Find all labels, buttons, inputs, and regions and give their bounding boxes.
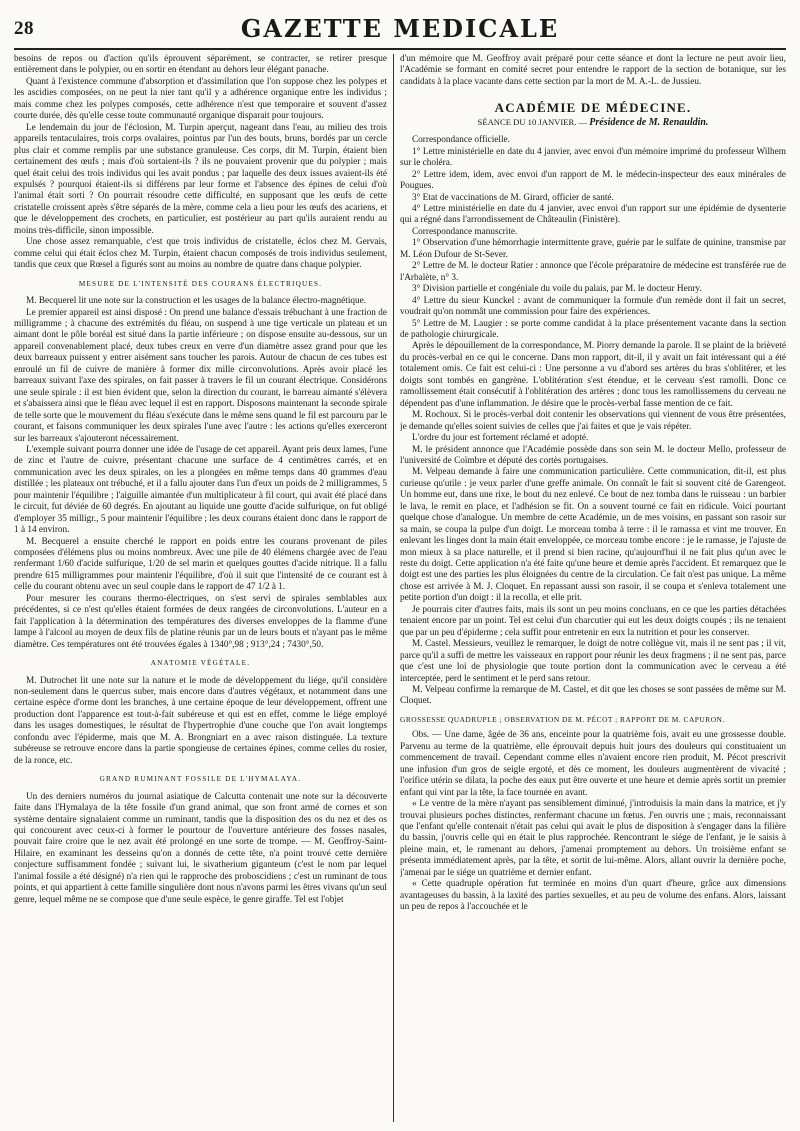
paragraph: Après le dépouillement de la correspondance, M. Piorry demande la parole. Il se plaint de la brièveté du procès-verbal en ce qui le concerne. Dans mon rapport, dit-il, il y avait un fait intéressant qui a été totalement omis. Ce fait est celui-ci : Une personne a vu d'abord ses artères du bras s'oblitérer, et les doigts sont tombés en gangrène. L'oblitération s'est étendue, et le cerveau s'est ramolli. Donc ce ramollissement était consécutif à l'oblitération des artères ; donc tous les ramollissemens du cerveau ne dépendent pas d'une inflammation. Je désire que le procès-verbal fasse mention de ce fait.: [400, 341, 786, 409]
paragraph: M. Becquerel lit une note sur la construction et les usages de la balance électro-magnétique.: [26, 296, 367, 307]
column-divider: [393, 54, 394, 1122]
section-heading: MESURE DE L'INTENSITÉ DES COURANS ÉLECTRIQUES.: [78, 279, 323, 288]
correspondence-item: 2° Lettre idem, idem, avec envoi d'un rapport de M. le médecin-inspecteur des eaux minérales de Pougues.: [400, 169, 786, 192]
page-header: [14, 14, 786, 50]
session-president: Présidence de M. Renauldin.: [589, 116, 709, 128]
section-heading: GRAND RUMINANT FOSSILE DE L'HYMALAYA.: [99, 775, 302, 784]
correspondence-item: Correspondance manuscrite.: [412, 226, 518, 237]
paragraph: M. Becquerel a ensuite cherché le rapport en poids entre les courans provenant de piles composées d'élémens plus ou moins nombreux. Avec une pile de 40 élémens chargée avec de l'eau renfermant 1/60 d'acide sulfurique, 1/20 de sel marin et quelques gouttes d'acide nitrique. Il a fallu prendre 615 milligrammes pour maintenir l'équilibre, d'où il suit que l'intensité de ce courant est à celle du courant obtenu avec un seul couple dans le rapport de 47 1/2 à 1.: [14, 536, 387, 593]
left-column: [14, 54, 387, 1122]
section-heading: ANATOMIE VÉGÉTALE.: [150, 659, 251, 668]
page-number: 28: [14, 18, 34, 39]
session-date: SÉANCE DU 10 JANVIER. —: [477, 116, 590, 127]
right-column: [400, 54, 786, 1122]
correspondence-item: 4° Lettre du sieur Kunckel : avant de communiquer la formule d'un remède dont il fait un secret, voudrait qu'on nommât une commission pour faire des expériences.: [400, 295, 786, 318]
correspondence-item: 4° Lettre ministérielle en date du 4 janvier, avec envoi d'un rapport sur une épidémie de dysenterie qui a régné dans l'arrondissement de Châteaulin (Finistère).: [400, 203, 786, 226]
correspondence-item: 1° Observation d'une hémorrhagie intermittente grave, guérie par le sulfate de quinine, transmise par M. Léon Dufour de St-Sever.: [400, 238, 786, 260]
correspondence-item: Correspondance officielle.: [412, 135, 510, 146]
report-heading: GROSSESSE QUADRUPLE ; OBSERVATION DE M. PÉCOT ; RAPPORT DE M. CAPURON.: [400, 714, 725, 724]
paragraph: « Cette quadruple opération fut terminée en moins d'un quart d'heure, grâce aux dimensions avantageuses du bassin, à la laxité des parties sexuelles, et au peu de volume des enfans. Alors, laissant un peu de repos à l'accouchée et le: [400, 879, 786, 913]
paragraph: « Le ventre de la mère n'ayant pas sensiblement diminué, j'introduisis la main dans la matrice, et j'y trouvai plusieurs poches distinctes, renfermant chacune un fœtus. J'en ouvris une ; mais, reconnaissant que l'enfant qu'elle contenait n'était pas celui qui avait le plus de disposition à s'engager dans la filière du bassin, j'ouvris celle qui en était le plus rapprochée. Rencontrant le siége de l'enfant, je le saisis à pleine main, et, le ramenant au dehors, j'amenai promptement au dehors. Un troisième enfant se présenta immédiatement après, par la tête, et sortit de lui-même. Alors, allant ouvrir la dernière poche, j'amenai par le siége un quatrième et dernier enfant.: [400, 799, 786, 878]
paragraph: besoins de repos ou d'action qu'ils éprouvent séparément, se contracter, se retirer presque entièrement dans le polypier, ou en sortir en étendant au dehors leur élégant panache.: [14, 54, 387, 76]
paragraph: Obs. — Une dame, âgée de 36 ans, enceinte pour la quatrième fois, avait eu une grossesse double. Parvenu au terme de la quatrième, elle éprouvait depuis huit jours des douleurs qui constituaient un commencement de travail. Cependant comme elles n'avaient encore rien produit, M. Pécot prescrivit une infusion d'un gros de seigle ergoté, et dès ce moment, les douleurs augmentèrent de vivacité ; l'orifice utérin se dilata, la poche des eaux put être ouverte et une heure et demie après sortit un premier enfant qui vint par la tête, la face tournée en avant.: [400, 730, 786, 798]
paragraph: M. Rochoux. Si le procès-verbal doit contenir les observations qui viennent de vous être présentées, je demande qu'elles soient suivies de celles que j'ai faites et que je vais répéter.: [400, 410, 786, 432]
paragraph: Pour mesurer les courans thermo-électriques, on s'est servi de spirales semblables aux précédentes, si ce n'est qu'elles étaient formées de deux rangées de circonvolutions. L'auteur en a fait l'application à la détermination des températures des diverses enveloppes de la flamme d'une lampe à l'alcool au moyen de deux fils de platine réunis par un de leurs bouts et n'ayant pas le même diamètre. Ces températures ont été trouvées égales à 1340°,98 ; 913°,24 ; 7430°,50.: [14, 593, 387, 650]
paragraph: M. Dutrochet lit une note sur la nature et le mode de développement du liége, qu'il considère non-seulement dans le quercus suber, mais encore dans d'autres végétaux, et notamment dans une certaine espèce d'orme dont les branches, à une certaine époque de leur développement, offrent une production dont l'apparence est tout-à-fait subéreuse et qui est en effet, comme le liége employé dans les usages domestiques, le résultat de l'hypertrophie d'une couche que l'on avait longtemps confondu avec l'épiderme, mais que M. A. Brongniart en a avec raison distinguée. La texture subéreuse se retrouve encore dans la partie spongieuse de certaines épines, comme celles du rosier, de la ronce, etc.: [14, 675, 387, 766]
paragraph: Un des derniers numéros du journal asiatique de Calcutta contenait une note sur la découverte faite dans l'Hymalaya de la tête fossile d'un grand animal, que son front armé de cornes et son système dentaire signalaient comme un ruminant, tandis que la disposition des os du nez et des os qui concourent avec ceux-ci à former le pourtour de l'ouverture antérieure des fosses nasales, pouvait faire croire que le nez avait été prolongé en une sorte de trompe. — M. Geoffroy-Saint-Hilaire, en examinant les desseins qu'on a donnés de cette tête, n'a point trouvé cette dernière conjecture suffisamment fondée ; suivant lui, le sivatherium giganteum (c'est le nom par lequel l'animal fossile a été désigné) n'a rien qui le rapproche des proboscidiens ; c'est un ruminant de tous points, et qui appartient à cette famille singulière dont nous n'avons parmi les êtres vivans qu'un seul genre, lequel même ne se compose que d'une seule espèce, le genre giraffe. Tel est l'objet: [14, 791, 387, 905]
paragraph: M. Velpeau demande à faire une communication particulière. Cette communication, dit-il, est plus curieuse qu'utile : je veux parler d'une greffe animale. On connaît le fait si souvent cité de Garengeot. Un homme eut, dans une rixe, le bout du nez enlevé. Ce bout de nez tomba dans le ruisseau : un barbier le lava, le remit en place, et l'adhésion se fit. On a souvent tourné ce fait en ridicule. Voici pourtant quelque chose d'analogue. Un membre de cette Académie, un de mes voisins, en passant son rasoir sur sa main, se coupa la pulpe d'un doigt. Le morceau tomba à terre : il le ramassa et vint me trouver. En enlevant les linges dont la main était enveloppée, ce morceau tombe encore : je le ramasse, je l'ajuste de mon mieux à sa place naturelle, et il prend si bien racine, qu'aujourd'hui il ne fait plus qu'un avec le reste du doigt. Cette application n'a été faite qu'une heure et demie après l'accident. Et remarquez que le doigt est une des parties les plus éloignées du centre de la circulation. Ce fait n'est pas unique. La même chose est arrivée à M. J. Cloquet. En repassant aussi son rasoir, il se coupa et s'enleva totalement une petite portion d'un doigt : il la recolla, et elle prit.: [400, 467, 786, 604]
paragraph: M. le président annonce que l'Académie possède dans son sein M. le docteur Mello, professeur de l'université de Coïmbre et député des cortès portugaises.: [400, 444, 786, 466]
paragraph: Je pourrais citer d'autres faits, mais ils sont un peu moins concluans, en ce que les parties détachées tenaient encore par un point. Tel est celui d'un charcutier qui eut les deux doigts coupés ; ils ne tenaient que par un peu d'épiderme ; cela suffit pour entretenir en eux la nutrition et pour les conserver.: [400, 604, 786, 638]
paragraph: M. Castel. Messieurs, veuillez le remarquer, le doigt de notre collègue vit, mais il ne sent pas ; il vit, parce qu'il a suffi de mettre les vaisseaux en rapport pour réunir les deux fragmens ; il ne sent pas, parce que c'est une loi de physiologie que toute portion dont la communication avec le cerveau a été interceptée, perd le sentiment et le perd sans retour.: [400, 639, 786, 684]
paragraph: Quant à l'existence commune d'absorption et d'assimilation que l'on suppose chez les polypes et les ascidies composées, on ne peut la nier tant qu'il y a adhérence organique entre les individus ; mais comme chez les polypes composés, cette adhérence n'est que temporaire et souvent d'assez courte durée, dès qu'elle cesse toute communauté organique disparait pour toujours.: [14, 76, 387, 122]
paragraph: Une chose assez remarquable, c'est que trois individus de cristatelle, éclos chez M. Gervais, comme celui qui était éclos chez M. Turpin, étaient chacun composés de trois individus seulement, tandis que ceux que Rœsel a figurés sont au moins au nombre de quatre dans chaque polypier.: [14, 237, 387, 271]
correspondence-item: 2° Lettre de M. le docteur Ratier : annonce que l'école préparatoire de médecine est transférée rue de l'Arbalète, n° 3.: [400, 261, 786, 283]
paragraph: L'exemple suivant pourra donner une idée de l'usage de cet appareil. Ayant pris deux lames, l'une de zinc et l'autre de cuivre, présentant chacune une surface de 4 centimètres carrés, et en communication avec les deux spirales, on les a plongées en même temps dans 40 grammes d'eau distillée ; les plateaux ont trébuché, et il a fallu ajouter dans l'un d'eux un poids de 2 milligrammes, 5 pour maintenir l'équilibre ; l'aiguille aimantée d'un multiplicateur à fil court, qui avait été placé dans le circuit, fut déviée de 60 degrés. En ajoutant au liquide une goutte d'acide sulfurique, on fut obligé d'employer 35 milligr., 5 pour maintenir l'équilibre ; les deux courans étaient donc dans le rapport de 1 à 14 environ.: [14, 444, 387, 536]
paragraph: Le premier appareil est ainsi disposé : On prend une balance d'essais trébuchant à une fraction de milligramme ; à chacune des extrémités du fléau, on suspend à une tige verticale un plateau et un aimant dont le pôle boréal est situé dans la partie inférieure ; on dispose ensuite au-dessous, sur un appareil convenablement placé, deux tubes creux en verre d'un diamètre assez grand pour que les deux barreaux puissent y entrer aisément sans toucher les parois. Autour de chacun de ces tubes est enroulé un fil de cuivre de manière à former dix mille circonvolutions. Après avoir placé les barreaux suivant l'axe des spirales, on fait passer à travers le fil un courant électrique. Considérons une seule spirale : il est bien évident que, selon la direction du courant, le barreau aimanté s'élèvera et s'abaissera ainsi que le fléau avec lequel il est en rapport. Disposons maintenant la seconde spirale de telle sorte que le mouvement du fléau s'exécute dans le même sens quand le fil est parcouru par le courant, et faisons communiquer les deux spirales l'une avec l'autre : les actions qu'elles exerceront sur les barreaux s'ajouteront nécessairement.: [14, 307, 387, 444]
session-line: [400, 117, 786, 128]
paragraph: Le lendemain du jour de l'éclosion, M. Turpin aperçut, nageant dans l'eau, au milieu des trois appareils tentaculaires, trois corps ovalaires, pointus par l'un des bouts, bruns, bordés par un cercle plus clair et comme remplis par une substance granuleuse. Ces corps, dit M. Turpin, étaient bien certainement des œufs ; mais d'où sortaient-ils ? ils ne pouvaient provenir que du polypier ; mais quel était celui des trois individus qui les avait pondus ; par laquelle des deux issues avaient-ils été expulsés ? pourquoi étaient-ils si différens par leur forme et l'absence des épines de celui d'où l'animal était sorti ? On pourrait résoudre cette difficulté, en supposant que les œufs de cette cristatelle croissent après s'être séparés de la mère, comme cela a lieu pour les œufs des acariens, et que le développement des crochets, en particulier, est postérieur au part qu'ils auraient rendu au moins très-difficile, sinon impossible.: [14, 122, 387, 236]
correspondence-item: 3° Etat de vaccinations de M. Girard, officier de santé.: [412, 192, 614, 203]
correspondence-item: 1° Lettre ministérielle en date du 4 janvier, avec envoi d'un mémoire imprimé du professeur Wilhem sur le choléra.: [400, 146, 786, 169]
paragraph: d'un mémoire que M. Geoffroy avait préparé pour cette séance et dont la lecture ne peut avoir lieu, l'Académie se formant en comité secret pour entendre le rapport de la section de botanique, sur les candidats à la place vacante dans cette section par la mort de M. A.-L. de Jussieu.: [400, 54, 786, 87]
paragraph: M. Velpeau confirme la remarque de M. Castel, et dit que les choses se sont passées de même sur M. Cloquet.: [400, 685, 786, 707]
section-title: ACADÉMIE DE MÉDECINE.: [494, 100, 692, 116]
paragraph: L'ordre du jour est fortement réclamé et adopté.: [412, 433, 589, 444]
correspondence-item: 3° Division partielle et congéniale du voile du palais, par M. le docteur Henry.: [412, 284, 702, 295]
correspondence-item: 5° Lettre de M. Laugier : se porte comme candidat à la place présentement vacante dans la section de pathologie chirurgicale.: [400, 318, 786, 340]
journal-title: GAZETTE MEDICALE: [240, 14, 560, 43]
